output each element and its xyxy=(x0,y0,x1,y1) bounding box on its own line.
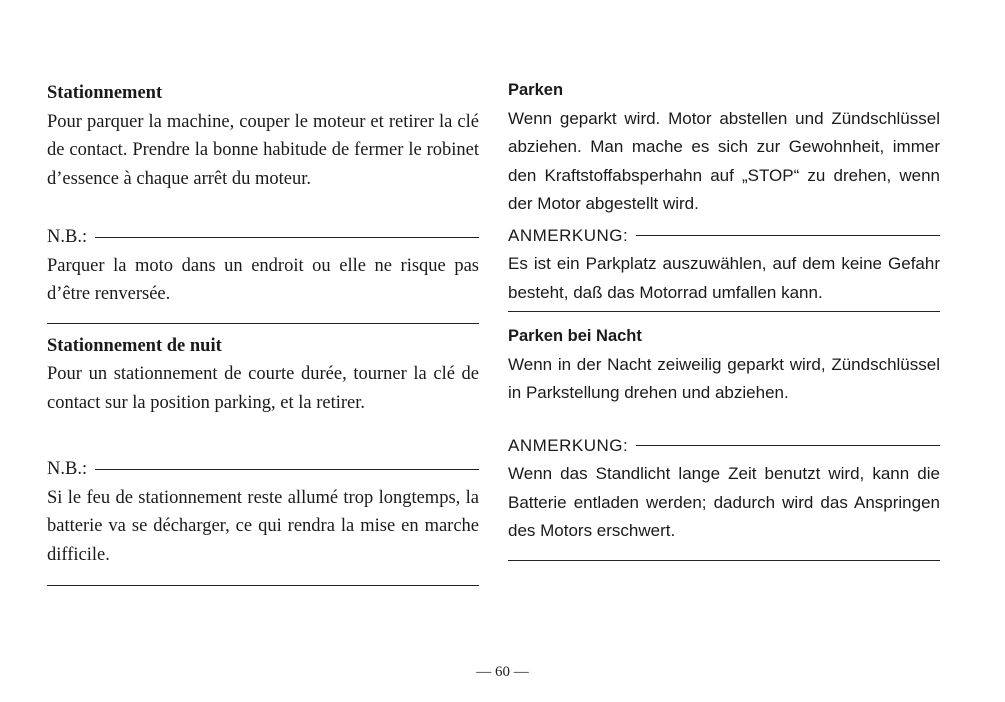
note-rule-de-2 xyxy=(636,445,940,446)
german-column xyxy=(508,76,940,561)
section-text-night-parking-fr: Pour un stationnement de courte durée, tourner la clé de contact sur la position parking, et la retirer. xyxy=(47,364,479,413)
note-rule-de-1 xyxy=(636,235,940,236)
section-text-parking-fr: Pour parquer la machine, couper le moteur et retirer la clé de contact. Prendre la bonne habitude de fermer le robinet d’essence à chaque arrêt du moteur. xyxy=(47,111,479,189)
french-column xyxy=(47,76,479,586)
note-rule-fr-2 xyxy=(95,469,479,470)
section-title-parking-de: Parken xyxy=(508,81,564,99)
note-text-fr-2: Si le feu de stationnement reste allumé trop longtemps, la batterie va se décharger, ce qui rendra la mise en marche difficile. xyxy=(47,487,479,565)
note-text-de-1: Es ist ein Parkplatz auszuwählen, auf dem keine Gefahr besteht, daß das Motorrad umfallen kann. xyxy=(508,254,940,302)
section-title-night-parking-de: Parken bei Nacht xyxy=(508,327,642,345)
note-header-de-1 xyxy=(508,222,940,251)
section-title-night-parking-fr: Stationnement de nuit xyxy=(47,335,222,356)
note-end-rule-fr-2 xyxy=(47,585,479,586)
section-text-parking-de: Wenn geparkt wird. Motor abstellen und Zündschlüssel abziehen. Man mache es sich zur Gewohnheit, immer den Kraftstoffabsperhahn auf „STOP“ zu drehen, wenn der Motor abgestellt wird. xyxy=(508,108,940,213)
note-header-fr-1 xyxy=(47,223,479,252)
page-number: — 60 — xyxy=(476,664,529,680)
note-header-de-2 xyxy=(508,432,940,461)
note-label-de-1: ANMERKUNG: xyxy=(508,225,629,245)
note-rule-fr-1 xyxy=(95,237,479,238)
note-label-fr-2: N.B.: xyxy=(47,459,88,479)
note-text-de-2: Wenn das Standlicht lange Zeit benutzt wird, kann die Batterie entladen werden; dadurch wird das Anspringen des Motors erschwert. xyxy=(508,464,940,540)
note-end-rule-de-2 xyxy=(508,560,940,561)
note-label-fr-1: N.B.: xyxy=(47,227,88,247)
note-end-rule-fr-1 xyxy=(47,323,479,324)
section-text-night-parking-de: Wenn in der Nacht zeiweilig geparkt wird, Zündschlüssel in Parkstellung drehen und abziehen. xyxy=(508,354,940,402)
note-end-rule-de-1 xyxy=(508,311,940,312)
note-text-fr-1: Parquer la moto dans un endroit ou elle ne risque pas d’être renversée. xyxy=(47,255,479,304)
section-title-parking-fr: Stationnement xyxy=(47,83,163,103)
note-label-de-2: ANMERKUNG: xyxy=(508,435,629,455)
note-header-fr-2 xyxy=(47,455,479,484)
